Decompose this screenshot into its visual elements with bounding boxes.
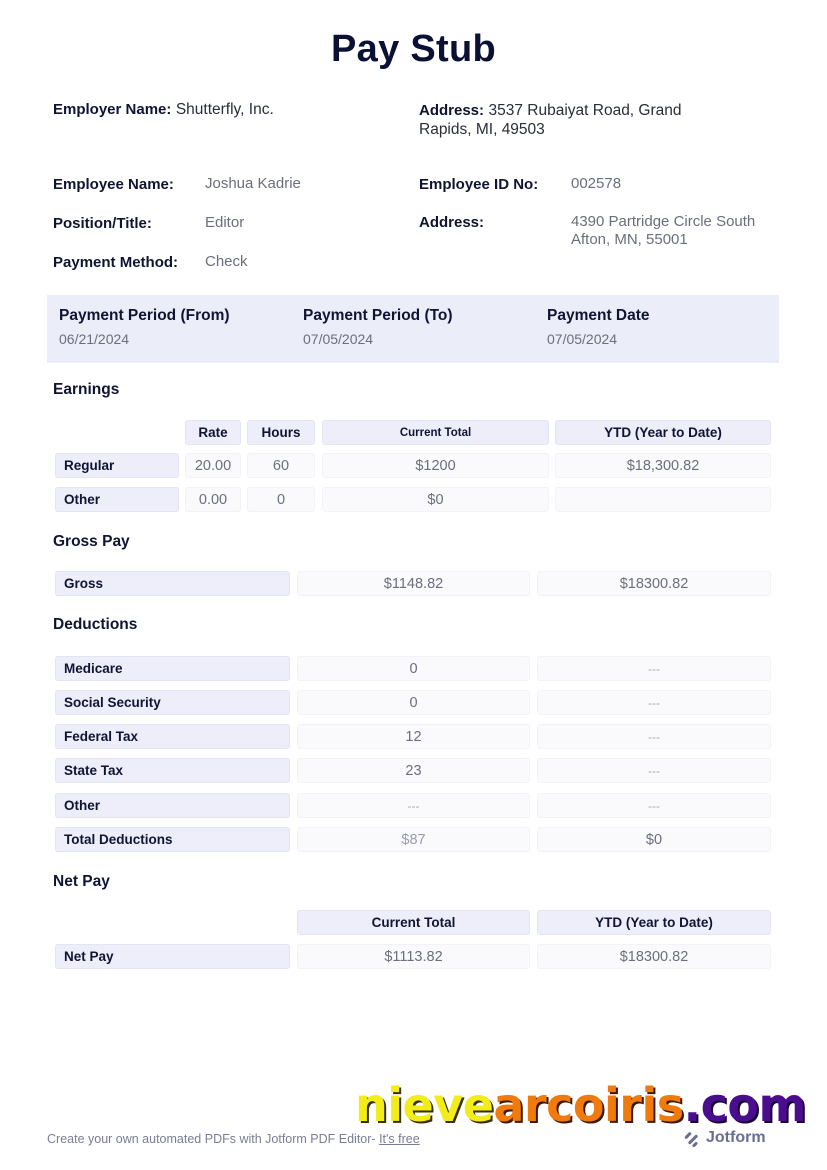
deduction-state-tax-current: 23 <box>297 758 530 783</box>
page-title: Pay Stub <box>331 28 496 70</box>
footer-free-link[interactable]: It's free <box>379 1132 420 1146</box>
employee-id-value: 002578 <box>571 175 622 192</box>
payment-method-label: Payment Method: <box>53 254 179 271</box>
deduction-medicare-label: Medicare <box>55 656 290 681</box>
deduction-other-current: --- <box>297 793 530 818</box>
employer-address-line2: Rapids, MI, 49503 <box>419 121 545 138</box>
deduction-federal-tax-label: Federal Tax <box>55 724 290 749</box>
employer-address-line1: 3537 Rubaiyat Road, Grand <box>488 102 682 119</box>
net-pay-current: $1113.82 <box>297 944 530 969</box>
earnings-header-current: Current Total <box>322 420 549 445</box>
earnings-regular-rate: 20.00 <box>185 453 241 478</box>
watermark-logo <box>355 1078 806 1132</box>
deduction-state-tax-ytd: --- <box>537 758 771 783</box>
earnings-other-rate: 0.00 <box>185 487 241 512</box>
earnings-other-hours: 0 <box>247 487 315 512</box>
gross-current: $1148.82 <box>297 571 530 596</box>
deductions-title: Deductions <box>53 616 138 633</box>
employer-address-field <box>419 101 682 139</box>
employee-address-line2: Afton, MN, 55001 <box>571 231 688 248</box>
position-value: Editor <box>205 214 245 231</box>
period-to-value: 07/05/2024 <box>303 331 374 347</box>
deduction-total-label: Total Deductions <box>55 827 290 852</box>
position-label: Position/Title: <box>53 215 152 232</box>
period-from-label: Payment Period (From) <box>59 307 230 324</box>
earnings-other-ytd <box>555 487 771 512</box>
earnings-header-hours: Hours <box>247 420 315 445</box>
employee-address-value <box>571 213 755 249</box>
payment-date-label: Payment Date <box>547 307 650 324</box>
gross-row-label: Gross <box>55 571 290 596</box>
deduction-federal-tax-current: 12 <box>297 724 530 749</box>
net-header-ytd: YTD (Year to Date) <box>537 910 771 935</box>
gross-ytd: $18300.82 <box>537 571 771 596</box>
deduction-medicare-current: 0 <box>297 656 530 681</box>
payment-date-value: 07/05/2024 <box>547 331 618 347</box>
footer-promo <box>47 1132 420 1146</box>
deduction-other-ytd: --- <box>537 793 771 818</box>
deduction-federal-tax-ytd: --- <box>537 724 771 749</box>
employee-name-value: Joshua Kadrie <box>205 175 301 192</box>
earnings-other-current: $0 <box>322 487 549 512</box>
net-pay-row-label: Net Pay <box>55 944 290 969</box>
period-from-value: 06/21/2024 <box>59 331 130 347</box>
watermark-part3: .com <box>683 1078 806 1132</box>
employer-name-value: Shutterfly, Inc. <box>175 101 274 118</box>
earnings-title: Earnings <box>53 381 120 398</box>
earnings-regular-hours: 60 <box>247 453 315 478</box>
employee-address-label: Address: <box>419 214 485 231</box>
payment-date <box>535 295 779 363</box>
gross-pay-title: Gross Pay <box>53 533 130 550</box>
deduction-state-tax-label: State Tax <box>55 758 290 783</box>
employee-id-label: Employee ID No: <box>419 176 539 193</box>
deduction-medicare-ytd: --- <box>537 656 771 681</box>
deduction-total-ytd: $0 <box>537 827 771 852</box>
deduction-social-security-ytd: --- <box>537 690 771 715</box>
watermark-part2: arcoiris <box>493 1078 684 1132</box>
earnings-row-other-label: Other <box>55 487 179 512</box>
employee-name-label: Employee Name: <box>53 176 174 193</box>
earnings-regular-current: $1200 <box>322 453 549 478</box>
deduction-social-security-current: 0 <box>297 690 530 715</box>
earnings-row-regular-label: Regular <box>55 453 179 478</box>
earnings-regular-ytd: $18,300.82 <box>555 453 771 478</box>
employer-name-label: Employer Name: <box>53 101 172 118</box>
net-pay-ytd: $18300.82 <box>537 944 771 969</box>
deduction-social-security-label: Social Security <box>55 690 290 715</box>
jotform-logo-icon <box>684 1130 700 1146</box>
payment-period-box <box>47 295 779 363</box>
employer-address-label: Address: <box>419 102 485 119</box>
deduction-total-current: $87 <box>297 827 530 852</box>
employee-address-line1: 4390 Partridge Circle South <box>571 213 756 230</box>
earnings-header-rate: Rate <box>185 420 241 445</box>
earnings-header-ytd: YTD (Year to Date) <box>555 420 771 445</box>
net-header-current: Current Total <box>297 910 530 935</box>
jotform-brand-label: Jotform <box>706 1129 766 1146</box>
payment-method-value: Check <box>205 253 248 270</box>
deduction-other-label: Other <box>55 793 290 818</box>
jotform-brand[interactable] <box>684 1129 766 1147</box>
period-to <box>291 295 535 363</box>
footer-promo-text: Create your own automated PDFs with Jotform PDF Editor- <box>47 1132 380 1146</box>
watermark-part1: nieve <box>355 1078 494 1132</box>
period-to-label: Payment Period (To) <box>303 307 453 324</box>
net-pay-title: Net Pay <box>53 873 110 890</box>
period-from <box>47 295 291 363</box>
employer-name-field <box>53 101 274 119</box>
